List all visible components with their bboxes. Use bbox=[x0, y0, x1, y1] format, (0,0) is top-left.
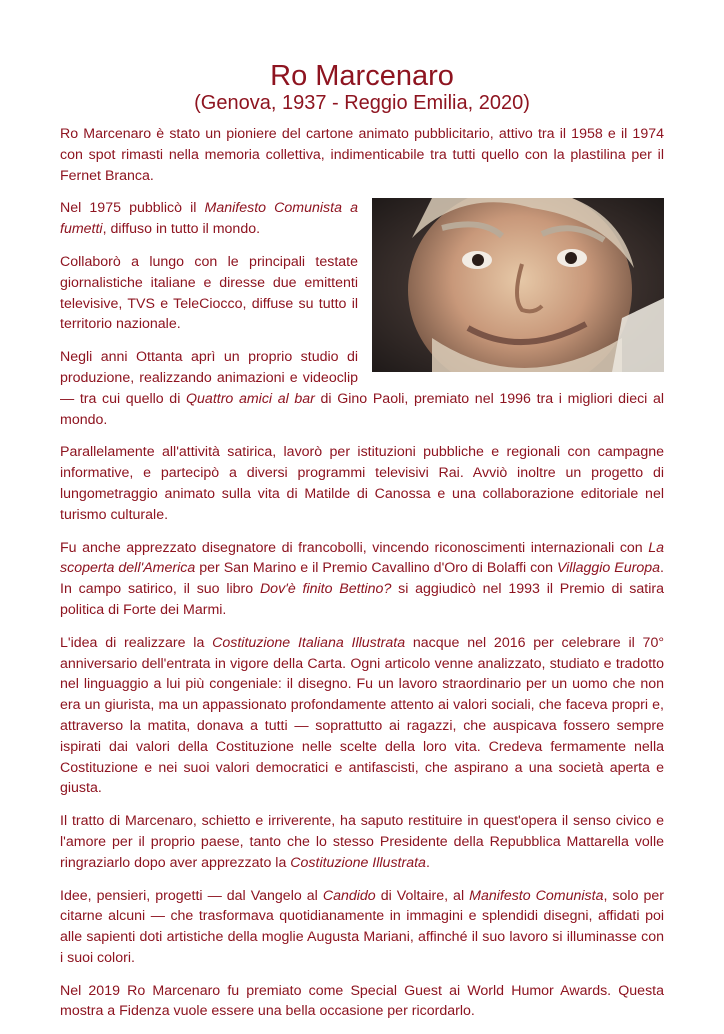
paragraph-3: Collaborò a lungo con le principali testate giornalistiche italiane e diresse due emittenti televisive, TVS e TeleCiocco, diffuse su tutto il territorio nazionale. bbox=[60, 253, 358, 333]
text-run: L'idea di realizzare la bbox=[60, 634, 213, 651]
song-title: Quattro amici al bar bbox=[186, 390, 315, 407]
text-run: . bbox=[425, 854, 430, 871]
portrait-photo bbox=[372, 198, 664, 372]
text-run: Idee, pensieri, progetti — dal Vangelo al bbox=[60, 887, 323, 904]
book-title: Dov'è finito Bettino? bbox=[259, 581, 392, 598]
paragraph-7 bbox=[60, 633, 664, 799]
text-run: per San Marino e il Premio Cavallino d'Oro di Bolaffi con bbox=[195, 560, 557, 577]
work-title: Manifesto Comunista bbox=[469, 887, 604, 904]
text-run: . In campo satirico, il suo libro bbox=[60, 560, 664, 598]
paragraph-5: Parallelamente all'attività satirica, lavorò per istituzioni pubbliche e regionali con campagne informative, e partecipò a diversi programmi televisivi Rai. Avviò inoltre un progetto di lungometraggio animato sulla vita di Matilde di Canossa e una collaborazione editoriale nel turismo culturale. bbox=[60, 444, 664, 523]
text-run: si aggiudicò nel 1993 il Premio di satira politica di Forte dei Marmi. bbox=[60, 581, 664, 618]
book-title: Manifesto Comunista a fumetti bbox=[60, 200, 358, 238]
text-run: Fu anche apprezzato disegnatore di francobolli, vincendo riconoscimenti internazionali con bbox=[60, 539, 649, 556]
paragraph-8 bbox=[60, 811, 664, 873]
text-run: di Voltaire, al bbox=[375, 887, 470, 904]
page-subtitle: (Genova, 1937 - Reggio Emilia, 2020) bbox=[194, 92, 530, 114]
text-run: , solo per citarne alcuni — che trasformava quotidianamente in immagini e splendidi disegni, affidati poi alle sapienti doti artistiche della moglie Augusta Mariani, affinché il suo lavoro si illuminasse con i suoi colori. bbox=[60, 887, 664, 966]
text-run: nacque nel 2016 per celebrare il 70° anniversario dell'entrata in vigore della Carta. Ogni articolo venne analizzato, studiato e tradotto nel linguaggio a lui più congeniale: il disegno. Fu un lavoro straordinario per un uomo che non era un giurista, ma un appassionato profondamente attento ai valori sociali, che faceva propri e, attraverso la matita, donava a tutti — soprattutto ai ragazzi, che auspicava fossero sempre ispirati dai valori della Costituzione nelle scelte della loro vita. Credeva fermamente nella Costituzione e nei suoi valori democratici e antifascisti, che aspirano a una società aperta e giusta. bbox=[60, 634, 665, 797]
portrait-illustration bbox=[372, 198, 664, 372]
paragraph-9 bbox=[60, 886, 664, 969]
work-title: La scoperta dell'America bbox=[60, 539, 664, 577]
text-run: di Gino Paoli, premiato nel 1996 tra i migliori dieci al mondo. bbox=[60, 390, 665, 428]
work-title: Candido bbox=[322, 887, 376, 904]
text-run: , diffuso in tutto il mondo. bbox=[102, 221, 261, 238]
text-run: Negli anni Ottanta aprì un proprio studio di produzione, realizzando animazioni e videoclip — tra cui quello di bbox=[60, 349, 358, 407]
text-run: Nel 1975 pubblicò il bbox=[60, 200, 205, 217]
work-title: Villaggio Europa bbox=[556, 560, 661, 577]
paragraph-6 bbox=[60, 538, 664, 621]
work-title: Costituzione Italiana Illustrata bbox=[212, 634, 406, 651]
text-run: Il tratto di Marcenaro, schietto e irriverente, ha saputo restituire in quest'opera il senso civico e l'amore per il proprio paese, tanto che lo stesso Presidente della Repubblica Mattarella volle ringraziarlo dopo aver apprezzato la bbox=[60, 813, 664, 871]
paragraph-1: Ro Marcenaro è stato un pioniere del cartone animato pubblicitario, attivo tra il 1958 e il 1974 con spot rimasti nella memoria collettiva, indimenticabile tra tutti quello con la plastilina per il Fernet Branca. bbox=[60, 126, 664, 184]
page-title: Ro Marcenaro bbox=[270, 60, 454, 92]
paragraph-10: Nel 2019 Ro Marcenaro fu premiato come Special Guest ai World Humor Awards. Questa mostra a Fidenza vuole essere una bella occasione per ricordarlo. bbox=[60, 982, 664, 1020]
work-title: Costituzione Illustrata bbox=[290, 854, 426, 871]
body-text bbox=[60, 124, 664, 1034]
